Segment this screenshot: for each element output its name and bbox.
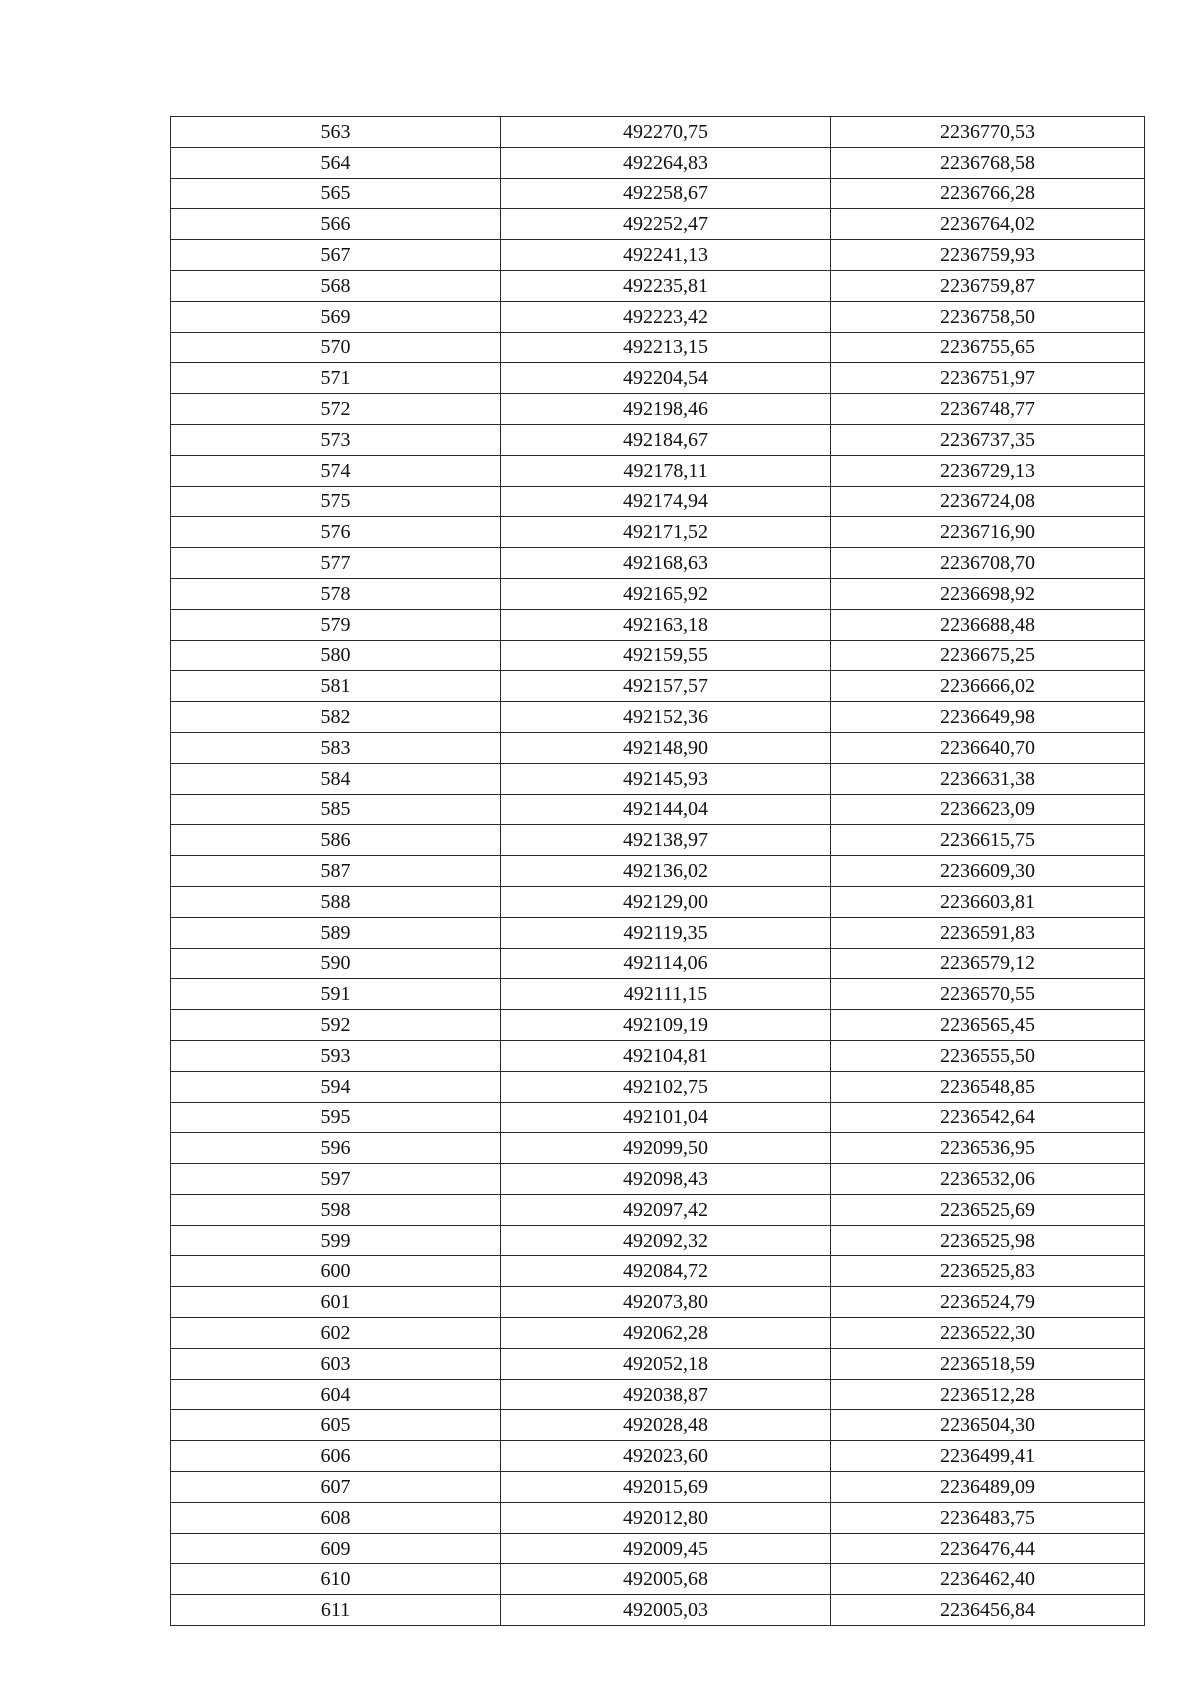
x-coordinate-cell: 492168,63 [501,548,831,579]
table-row [171,270,1145,301]
table-row [171,1194,1145,1225]
y-coordinate-cell: 2236615,75 [831,825,1145,856]
point-number-cell: 593 [171,1040,501,1071]
x-coordinate-cell: 492097,42 [501,1194,831,1225]
x-coordinate-cell: 492144,04 [501,794,831,825]
point-number-cell: 606 [171,1441,501,1472]
x-coordinate-cell: 492178,11 [501,455,831,486]
y-coordinate-cell: 2236649,98 [831,702,1145,733]
point-number-cell: 607 [171,1472,501,1503]
y-coordinate-cell: 2236518,59 [831,1348,1145,1379]
x-coordinate-cell: 492114,06 [501,948,831,979]
point-number-cell: 574 [171,455,501,486]
y-coordinate-cell: 2236748,77 [831,394,1145,425]
table-row [171,486,1145,517]
table-row [171,178,1145,209]
y-coordinate-cell: 2236536,95 [831,1133,1145,1164]
y-coordinate-cell: 2236724,08 [831,486,1145,517]
y-coordinate-cell: 2236542,64 [831,1102,1145,1133]
point-number-cell: 587 [171,856,501,887]
x-coordinate-cell: 492052,18 [501,1348,831,1379]
point-number-cell: 577 [171,548,501,579]
y-coordinate-cell: 2236640,70 [831,732,1145,763]
x-coordinate-cell: 492102,75 [501,1071,831,1102]
point-number-cell: 565 [171,178,501,209]
table-row [171,1564,1145,1595]
point-number-cell: 601 [171,1287,501,1318]
table-row [171,117,1145,148]
point-number-cell: 581 [171,671,501,702]
x-coordinate-cell: 492258,67 [501,178,831,209]
x-coordinate-cell: 492101,04 [501,1102,831,1133]
table-row [171,640,1145,671]
table-row [171,424,1145,455]
table-row [171,671,1145,702]
y-coordinate-cell: 2236522,30 [831,1318,1145,1349]
point-number-cell: 594 [171,1071,501,1102]
table-row [171,548,1145,579]
x-coordinate-cell: 492138,97 [501,825,831,856]
table-row [171,1256,1145,1287]
y-coordinate-cell: 2236758,50 [831,301,1145,332]
x-coordinate-cell: 492174,94 [501,486,831,517]
point-number-cell: 602 [171,1318,501,1349]
table-row [171,1010,1145,1041]
point-number-cell: 563 [171,117,501,148]
y-coordinate-cell: 2236751,97 [831,363,1145,394]
y-coordinate-cell: 2236770,53 [831,117,1145,148]
point-number-cell: 582 [171,702,501,733]
y-coordinate-cell: 2236548,85 [831,1071,1145,1102]
point-number-cell: 599 [171,1225,501,1256]
y-coordinate-cell: 2236525,98 [831,1225,1145,1256]
x-coordinate-cell: 492163,18 [501,609,831,640]
y-coordinate-cell: 2236623,09 [831,794,1145,825]
y-coordinate-cell: 2236759,87 [831,270,1145,301]
table-row [171,1164,1145,1195]
y-coordinate-cell: 2236512,28 [831,1379,1145,1410]
y-coordinate-cell: 2236666,02 [831,671,1145,702]
point-number-cell: 600 [171,1256,501,1287]
y-coordinate-cell: 2236688,48 [831,609,1145,640]
x-coordinate-cell: 492157,57 [501,671,831,702]
table-row [171,240,1145,271]
x-coordinate-cell: 492270,75 [501,117,831,148]
table-row [171,578,1145,609]
table-row [171,763,1145,794]
point-number-cell: 591 [171,979,501,1010]
x-coordinate-cell: 492148,90 [501,732,831,763]
x-coordinate-cell: 492129,00 [501,886,831,917]
y-coordinate-cell: 2236525,83 [831,1256,1145,1287]
table-row [171,147,1145,178]
table-row [171,1225,1145,1256]
x-coordinate-cell: 492241,13 [501,240,831,271]
coordinates-table-body [171,117,1145,1626]
point-number-cell: 609 [171,1533,501,1564]
y-coordinate-cell: 2236698,92 [831,578,1145,609]
table-row [171,856,1145,887]
point-number-cell: 569 [171,301,501,332]
y-coordinate-cell: 2236524,79 [831,1287,1145,1318]
y-coordinate-cell: 2236525,69 [831,1194,1145,1225]
table-row [171,332,1145,363]
x-coordinate-cell: 492184,67 [501,424,831,455]
point-number-cell: 596 [171,1133,501,1164]
point-number-cell: 604 [171,1379,501,1410]
x-coordinate-cell: 492038,87 [501,1379,831,1410]
y-coordinate-cell: 2236456,84 [831,1595,1145,1626]
point-number-cell: 566 [171,209,501,240]
y-coordinate-cell: 2236603,81 [831,886,1145,917]
y-coordinate-cell: 2236555,50 [831,1040,1145,1071]
point-number-cell: 611 [171,1595,501,1626]
point-number-cell: 597 [171,1164,501,1195]
point-number-cell: 610 [171,1564,501,1595]
table-row [171,1318,1145,1349]
table-row [171,1533,1145,1564]
x-coordinate-cell: 492005,68 [501,1564,831,1595]
y-coordinate-cell: 2236675,25 [831,640,1145,671]
point-number-cell: 571 [171,363,501,394]
y-coordinate-cell: 2236489,09 [831,1472,1145,1503]
table-row [171,886,1145,917]
point-number-cell: 603 [171,1348,501,1379]
x-coordinate-cell: 492213,15 [501,332,831,363]
y-coordinate-cell: 2236591,83 [831,917,1145,948]
x-coordinate-cell: 492111,15 [501,979,831,1010]
y-coordinate-cell: 2236708,70 [831,548,1145,579]
x-coordinate-cell: 492009,45 [501,1533,831,1564]
y-coordinate-cell: 2236532,06 [831,1164,1145,1195]
x-coordinate-cell: 492015,69 [501,1472,831,1503]
coordinates-table [170,116,1145,1626]
point-number-cell: 583 [171,732,501,763]
point-number-cell: 588 [171,886,501,917]
table-row [171,825,1145,856]
y-coordinate-cell: 2236631,38 [831,763,1145,794]
x-coordinate-cell: 492005,03 [501,1595,831,1626]
x-coordinate-cell: 492171,52 [501,517,831,548]
x-coordinate-cell: 492204,54 [501,363,831,394]
x-coordinate-cell: 492098,43 [501,1164,831,1195]
x-coordinate-cell: 492264,83 [501,147,831,178]
table-row [171,363,1145,394]
x-coordinate-cell: 492109,19 [501,1010,831,1041]
table-row [171,1040,1145,1071]
point-number-cell: 585 [171,794,501,825]
y-coordinate-cell: 2236579,12 [831,948,1145,979]
x-coordinate-cell: 492092,32 [501,1225,831,1256]
table-row [171,1071,1145,1102]
table-row [171,917,1145,948]
table-row [171,794,1145,825]
y-coordinate-cell: 2236483,75 [831,1502,1145,1533]
x-coordinate-cell: 492136,02 [501,856,831,887]
y-coordinate-cell: 2236755,65 [831,332,1145,363]
y-coordinate-cell: 2236565,45 [831,1010,1145,1041]
x-coordinate-cell: 492152,36 [501,702,831,733]
point-number-cell: 608 [171,1502,501,1533]
table-row [171,609,1145,640]
point-number-cell: 567 [171,240,501,271]
x-coordinate-cell: 492145,93 [501,763,831,794]
x-coordinate-cell: 492119,35 [501,917,831,948]
table-row [171,702,1145,733]
point-number-cell: 572 [171,394,501,425]
table-row [171,1595,1145,1626]
y-coordinate-cell: 2236766,28 [831,178,1145,209]
y-coordinate-cell: 2236609,30 [831,856,1145,887]
table-row [171,1472,1145,1503]
table-row [171,1441,1145,1472]
y-coordinate-cell: 2236716,90 [831,517,1145,548]
table-row [171,1502,1145,1533]
point-number-cell: 584 [171,763,501,794]
point-number-cell: 579 [171,609,501,640]
y-coordinate-cell: 2236462,40 [831,1564,1145,1595]
y-coordinate-cell: 2236570,55 [831,979,1145,1010]
table-row [171,455,1145,486]
table-row [171,948,1145,979]
table-row [171,1102,1145,1133]
x-coordinate-cell: 492028,48 [501,1410,831,1441]
point-number-cell: 605 [171,1410,501,1441]
x-coordinate-cell: 492223,42 [501,301,831,332]
x-coordinate-cell: 492012,80 [501,1502,831,1533]
x-coordinate-cell: 492252,47 [501,209,831,240]
point-number-cell: 573 [171,424,501,455]
point-number-cell: 578 [171,578,501,609]
y-coordinate-cell: 2236499,41 [831,1441,1145,1472]
table-row [171,301,1145,332]
x-coordinate-cell: 492235,81 [501,270,831,301]
point-number-cell: 570 [171,332,501,363]
table-row [171,1410,1145,1441]
x-coordinate-cell: 492159,55 [501,640,831,671]
y-coordinate-cell: 2236759,93 [831,240,1145,271]
x-coordinate-cell: 492165,92 [501,578,831,609]
point-number-cell: 580 [171,640,501,671]
table-row [171,1379,1145,1410]
x-coordinate-cell: 492084,72 [501,1256,831,1287]
point-number-cell: 592 [171,1010,501,1041]
table-row [171,732,1145,763]
point-number-cell: 590 [171,948,501,979]
table-row [171,1287,1145,1318]
y-coordinate-cell: 2236764,02 [831,209,1145,240]
point-number-cell: 575 [171,486,501,517]
x-coordinate-cell: 492073,80 [501,1287,831,1318]
point-number-cell: 589 [171,917,501,948]
point-number-cell: 586 [171,825,501,856]
point-number-cell: 598 [171,1194,501,1225]
x-coordinate-cell: 492099,50 [501,1133,831,1164]
point-number-cell: 595 [171,1102,501,1133]
point-number-cell: 576 [171,517,501,548]
point-number-cell: 568 [171,270,501,301]
point-number-cell: 564 [171,147,501,178]
x-coordinate-cell: 492062,28 [501,1318,831,1349]
table-row [171,394,1145,425]
table-row [171,209,1145,240]
x-coordinate-cell: 492104,81 [501,1040,831,1071]
table-row [171,517,1145,548]
x-coordinate-cell: 492198,46 [501,394,831,425]
y-coordinate-cell: 2236476,44 [831,1533,1145,1564]
x-coordinate-cell: 492023,60 [501,1441,831,1472]
y-coordinate-cell: 2236768,58 [831,147,1145,178]
y-coordinate-cell: 2236737,35 [831,424,1145,455]
table-row [171,979,1145,1010]
y-coordinate-cell: 2236729,13 [831,455,1145,486]
table-row [171,1348,1145,1379]
table-row [171,1133,1145,1164]
y-coordinate-cell: 2236504,30 [831,1410,1145,1441]
